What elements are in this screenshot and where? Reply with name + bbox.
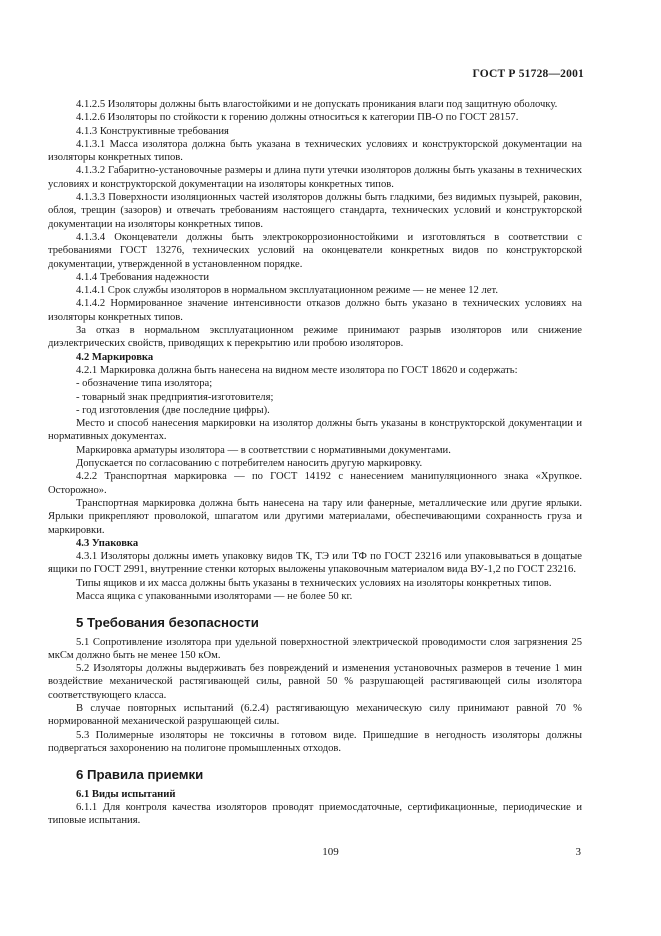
paragraph: 5.2 Изоляторы должны выдерживать без повреждений и изменения установочных размеров в течение 1 мин воздействие механической растягивающей силы, равной 50 % разрушающей растягивающей силы изолятора соответствующего класса.: [48, 663, 582, 701]
page-number: 109: [322, 846, 339, 858]
paragraph: 4.3.1 Изоляторы должны иметь упаковку видов ТК, ТЭ или ТФ по ГОСТ 23216 или упаковываться в дощатые ящики по ГОСТ 2991, внутренние стенки которых выложены упаковочным материалом вида ВУ-1,2 по ГОСТ 23216.: [48, 551, 582, 576]
list-item: - товарный знак предприятия-изготовителя;: [76, 391, 274, 403]
paragraph: 4.2.1 Маркировка должна быть нанесена на видном месте изолятора по ГОСТ 18620 и содержать:: [76, 364, 518, 376]
page-body: [48, 98, 582, 827]
paragraph: Маркировка арматуры изолятора — в соответствии с нормативными документами.: [76, 444, 451, 456]
section-heading-safety: 5 Требования безопасности: [76, 615, 259, 631]
paragraph: 5.3 Полимерные изоляторы не токсичны в готовом виде. Пришедшие в негодность изоляторы должны подвергаться захоронению на полигоне промышленных отходов.: [48, 729, 582, 754]
subsection-heading-packaging: 4.3 Упаковка: [76, 537, 139, 549]
paragraph: 5.1 Сопротивление изолятора при удельной поверхностной электрической проводимости слоя загрязнения 25 мкСм должно быть не менее 150 кОм.: [48, 636, 582, 661]
paragraph: Масса ящика с упакованными изоляторами — не более 50 кг.: [76, 590, 353, 602]
paragraph: 4.1.3.3 Поверхности изоляционных частей изоляторов должны быть гладкими, без видимых пузырей, раковин, облоя, трещин (зазоров) и отвечать требованиям настоящего стандарта, технических условий и конструкторской документации на изоляторы конкретных типов.: [48, 192, 582, 230]
paragraph: 4.1.2.6 Изоляторы по стойкости к горению должны относиться к категории ПВ-О по ГОСТ 28157.: [76, 112, 519, 124]
subsection-heading-test-types: 6.1 Виды испытаний: [76, 788, 176, 800]
paragraph: 4.2.2 Транспортная маркировка — по ГОСТ 14192 с нанесением манипуляционного знака «Хрупкое. Осторожно».: [48, 471, 582, 496]
document-header: ГОСТ Р 51728—2001: [472, 68, 584, 80]
paragraph: 4.1.4.1 Срок службы изоляторов в нормальном эксплуатационном режиме — не менее 12 лет.: [76, 285, 498, 297]
paragraph: 4.1.3 Конструктивные требования: [76, 125, 229, 137]
sheet-number: 3: [575, 846, 581, 858]
subsection-heading-marking: 4.2 Маркировка: [76, 351, 154, 363]
paragraph: 4.1.2.5 Изоляторы должны быть влагостойкими и не допускать проникания влаги под защитную оболочку.: [76, 99, 558, 110]
list-item: - обозначение типа изолятора;: [76, 378, 213, 390]
paragraph: Транспортная маркировка должна быть нанесена на тару или фанерные, металлические или другие ярлыки. Ярлыки прикрепляют проволокой, шпагатом или другими материалами, обеспечивающими сохранность груза и маркировки.: [48, 497, 582, 536]
paragraph: 6.1.1 Для контроля качества изоляторов проводят приемосдаточные, сертификационные, периодические и типовые испытания.: [48, 801, 582, 827]
paragraph: 4.1.3.4 Оконцеватели должны быть электрокоррозионностойкими и изготовляться в соответствии с требованиями ГОСТ 13276, технических условий на оконцеватели конкретных видов по конструкторской документации, утвержденной в установленном порядке.: [48, 231, 582, 270]
paragraph: Допускается по согласованию с потребителем наносить другую маркировку.: [76, 458, 423, 470]
paragraph: За отказ в нормальном эксплуатационном режиме принимают разрыв изоляторов или снижение диэлектрических свойств, приводящих к перекрытию или пробою изоляторов.: [48, 325, 582, 350]
paragraph: 4.1.3.2 Габаритно-установочные размеры и длина пути утечки изоляторов должны быть указаны в технических условиях и конструкторской документации на изоляторы конкретных типов.: [48, 165, 582, 190]
list-item: - год изготовления (две последние цифры).: [76, 404, 270, 416]
paragraph: 4.1.4.2 Нормированное значение интенсивности отказов должно быть указано в технических условиях на изоляторы конкретных типов.: [48, 298, 582, 323]
paragraph: Место и способ нанесения маркировки на изолятор должны быть указаны в конструкторской документации и нормативных документах.: [48, 418, 582, 443]
paragraph: 4.1.3.1 Масса изолятора должна быть указана в технических условиях и конструкторской документации на изоляторы конкретных типов.: [48, 138, 582, 164]
paragraph: 4.1.4 Требования надежности: [76, 271, 210, 283]
section-heading-acceptance: 6 Правила приемки: [76, 767, 204, 783]
paragraph: Типы ящиков и их масса должны быть указаны в технических условиях на изоляторы конкретных типов.: [76, 577, 552, 589]
paragraph: В случае повторных испытаний (6.2.4) растягивающую механическую силу принимают равной 70 % нормированной механической разрушающей силы.: [48, 703, 582, 728]
